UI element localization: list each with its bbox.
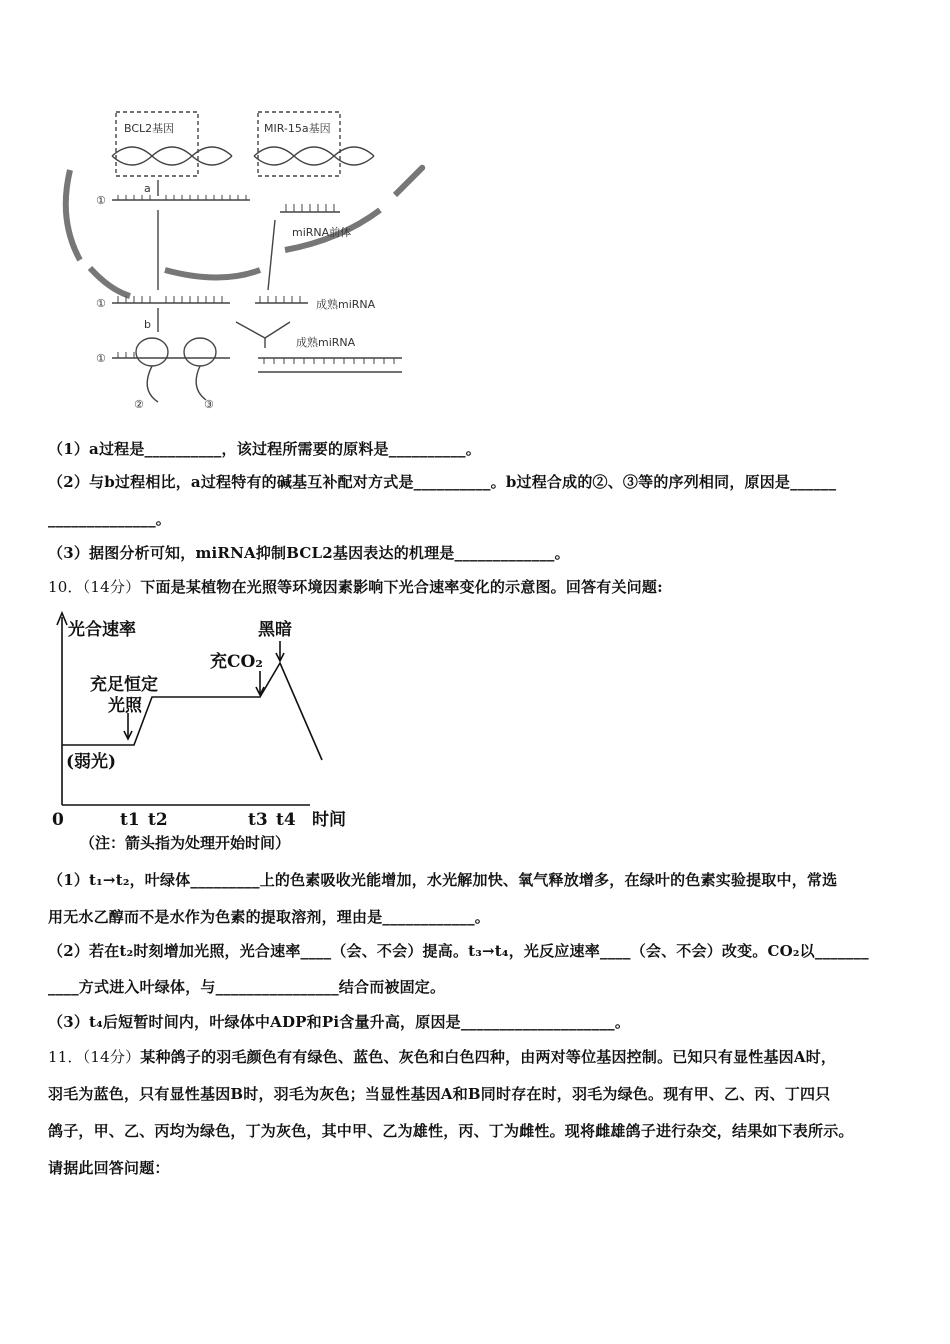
q10-part2-line1: （2）若在t₂时刻增加光照，光合速率____（会、不会）提高。t₃→t₄，光反应速率____（会、不会）改变。CO₂以_______ — [48, 942, 869, 960]
svg-text:①: ① — [96, 352, 106, 365]
chart-note: （注：箭头指为处理开始时间） — [80, 834, 291, 852]
q9-part1: （1）a过程是__________，该过程所需要的原料是__________。 — [48, 440, 481, 458]
label-a: a — [144, 182, 151, 195]
precursor-label: miRNA前体 — [292, 226, 352, 239]
dna-helix-left — [112, 147, 232, 165]
gene-expression-diagram — [40, 100, 440, 418]
svg-text:①: ① — [96, 194, 106, 207]
light-label-2: 光照 — [108, 696, 142, 716]
q10-part3: （3）t₄后短暂时间内，叶绿体中ADP和Pi含量升高，原因是____________________。 — [48, 1013, 631, 1031]
photosynthesis-rate-chart — [40, 605, 380, 855]
q10-number: 10．（14分） — [48, 578, 141, 596]
q10-stem — [48, 576, 663, 597]
label-b: b — [144, 318, 151, 331]
svg-text:①: ① — [96, 297, 106, 310]
q10-part2-line2: ____方式进入叶绿体，与________________结合而被固定。 — [48, 978, 446, 996]
gene-left-label: BCL2基因 — [124, 122, 175, 135]
q10-part1-line2: 用无水乙醇而不是水作为色素的提取溶剂，理由是____________。 — [48, 908, 491, 926]
q11-line1-text: 某种鸽子的羽毛颜色有有绿色、蓝色、灰色和白色四种，由两对等位基因控制。已知只有显性基因A时， — [140, 1048, 837, 1066]
weak-light-label: (弱光) — [66, 752, 117, 772]
y-axis-label: 光合速率 — [68, 620, 136, 640]
tick-t4: t4 — [276, 810, 296, 830]
q11-number: 11．（14分） — [48, 1048, 141, 1066]
origin-label: 0 — [52, 810, 64, 830]
gene-right-label: MIR-15a基因 — [264, 122, 331, 135]
co2-label: 充CO₂ — [210, 652, 263, 672]
q11-line4: 请据此回答问题： — [48, 1159, 170, 1177]
product-3-label: ③ — [204, 398, 214, 411]
q10-stem-text: 下面是某植物在光照等环境因素影响下光合速率变化的示意图。回答有关问题: — [140, 578, 663, 596]
product-2-label: ② — [134, 398, 144, 411]
q9-part3: （3）据图分析可知，miRNA抑制BCL2基因表达的机理是_____________。 — [48, 544, 570, 562]
q9-part2-line2: ______________。 — [48, 510, 172, 528]
q11-line3: 鸽子，甲、乙、丙均为绿色，丁为灰色，其中甲、乙为雄性，丙、丁为雌性。现将雌雄鸽子进行杂交，结果如下表所示。 — [48, 1122, 854, 1140]
dark-label: 黑暗 — [258, 620, 292, 640]
ribosome-1 — [136, 338, 168, 366]
mature-mirna-label-2: 成熟miRNA — [296, 336, 356, 349]
q11-line1 — [48, 1046, 836, 1067]
q11-line2: 羽毛为蓝色，只有显性基因B时，羽毛为灰色；当显性基因A和B同时存在时，羽毛为绿色。现有甲、乙、丙、丁四只 — [48, 1085, 831, 1103]
tick-t1: t1 — [120, 810, 140, 830]
q10-part1-line1: （1）t₁→t₂，叶绿体_________上的色素吸收光能增加，水光解加快、氧气释放增多，在绿叶的色素实验提取中，常选 — [48, 871, 838, 889]
nuclear-envelope — [66, 170, 80, 260]
ribosome-2 — [184, 338, 216, 366]
tick-t2: t2 — [148, 810, 168, 830]
mature-mirna-label-1: 成熟miRNA — [316, 298, 376, 311]
x-axis-label: 时间 — [312, 810, 346, 830]
tick-t3: t3 — [248, 810, 268, 830]
q9-part2-line1: （2）与b过程相比，a过程特有的碱基互补配对方式是__________。b过程合成的②、③等的序列相同，原因是______ — [48, 473, 837, 491]
light-label-1: 充足恒定 — [90, 675, 158, 695]
